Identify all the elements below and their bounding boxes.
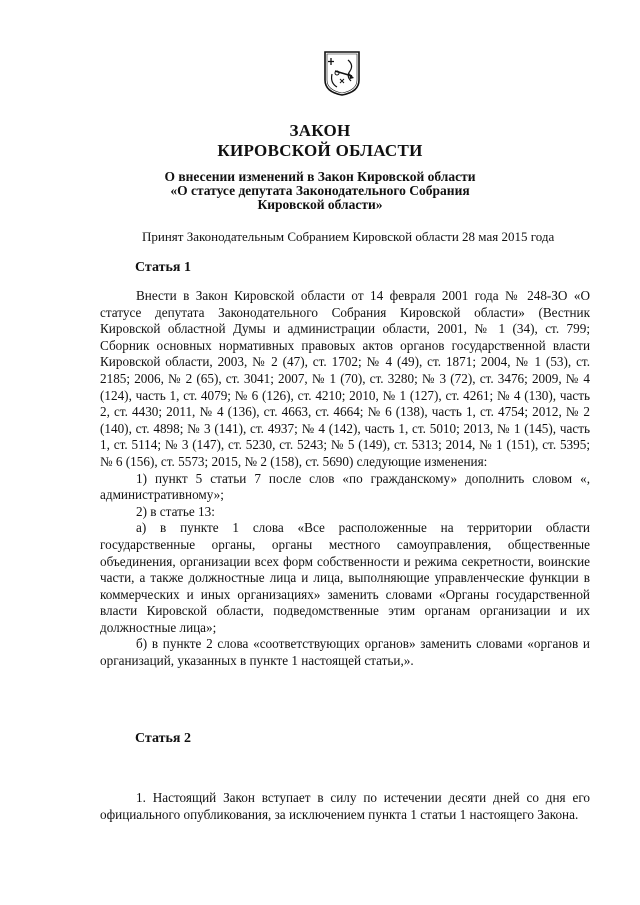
paragraph: 1. Настоящий Закон вступает в силу по истечении десяти дней со дня его официального опубликования, за исключением пункта 1 статьи 1 настоящего Закона. [100,790,590,822]
paragraph: 1) пункт 5 статьи 7 после слов «по гражданскому» дополнить словом «, административному»; [100,470,590,503]
article-1-heading: Статья 1 [135,260,191,275]
paragraph: а) в пункте 1 слова «Все расположенные на территории области государственные органы, органы местного самоуправления, общественные объединения, организации всех форм собственности и режима секретности, воинские части, а также должностные лица и лица, выполняющие управленческие функции в коммерческих и иных организациях» заменить словами «Органы государственной власти Кировской области, подведомственные этим органам организации и их должностные лица»; [100,520,590,635]
article-2-body [100,790,590,823]
document-region: КИРОВСКОЙ ОБЛАСТИ [217,141,423,160]
adoption-note: Принят Законодательным Собранием Кировской области 28 мая 2015 года [142,229,555,244]
coat-of-arms-icon [323,50,361,96]
subtitle-line: Кировской области» [257,197,383,212]
paragraph: 2) в статье 13: [136,503,215,519]
subtitle-line: О внесении изменений в Закон Кировской области [164,169,476,184]
paragraph: б) в пункте 2 слова «соответствующих органов» заменить словами «органов и организаций, указанных в пункте 1 настоящей статьи,». [100,636,590,669]
paragraph: Внести в Закон Кировской области от 14 февраля 2001 года № 248-ЗО «О статусе депутата Законодательного Собрания Кировской области» (Вестник Кировской областной Думы и администрации области, 2001, № 1 (34), ст. 799; Сборник основных нормативных правовых актов органов государственной власти Кировской области, 2003, № 2 (47), ст. 1702; № 4 (49), ст. 1871; 2004, № 1 (53), ст. 2185; 2006, № 2 (65), ст. 3041; 2007, № 1 (70), ст. 3280; № 3 (72), ст. 3476; 2009, № 4 (124), часть 1, ст. 4079; № 6 (126), ст. 4210; 2010, № 1 (127), ст. 4261; № 4 (130), часть 2, ст. 4430; 2011, № 4 (136), ст. 4663, ст. 4664; № 6 (138), часть 1, ст. 4754; 2012, № 2 (140), ст. 4898; № 3 (141), ст. 4937; № 4 (142), часть 1, ст. 5010; 2013, № 1 (145), часть 1, ст. 5114; № 3 (147), ст. 5230, ст. 5243; № 5 (149), ст. 5313; 2014, № 1 (151), ст. 5395; № 6 (156), ст. 5573; 2015, № 2 (158), ст. 5690) следующие изменения: [100,288,590,469]
document-title: ЗАКОН [289,121,351,140]
article-2-heading: Статья 2 [135,731,191,746]
document-subtitle [0,170,640,212]
article-1-body [100,288,590,670]
subtitle-line: «О статусе депутата Законодательного Собрания [170,183,470,198]
